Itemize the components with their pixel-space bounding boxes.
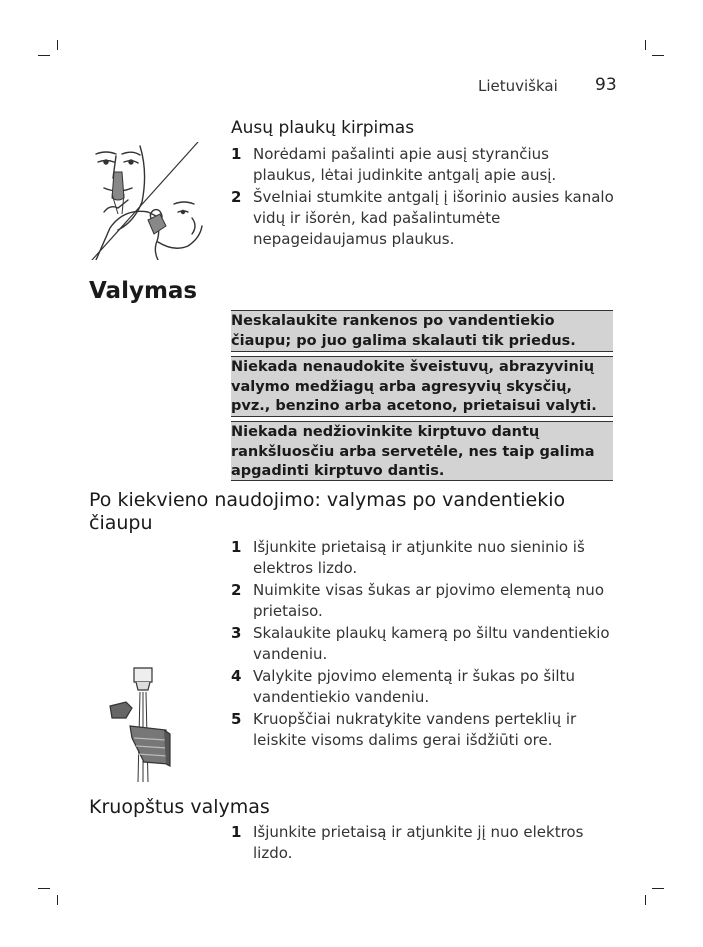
step-number: 3 <box>231 624 242 642</box>
ear-trimming-illustration <box>88 142 206 260</box>
step-number: 1 <box>231 538 242 556</box>
rinsing-tap-illustration <box>104 664 184 782</box>
ear-steps-list <box>231 144 615 251</box>
crop-mark <box>652 55 664 56</box>
crop-mark <box>645 40 646 50</box>
subtitle-ear-hair: Ausų plaukų kirpimas <box>231 118 415 138</box>
step-number: 2 <box>231 581 242 599</box>
step-number: 1 <box>231 823 242 841</box>
step-text: Nuimkite visas šukas ar pjovimo elementą nuo prietaiso. <box>253 581 604 620</box>
section-title-after-use: Po kiekvieno naudojimo: valymas po vandentiekio čiaupu <box>89 489 566 534</box>
warning-box: Niekada nedžiovinkite kirptuvo dantų rankšluosčiu arba servetėle, nes taip galima apgadinti kirptuvo dantis. <box>231 421 613 481</box>
list-item <box>231 580 615 622</box>
step-text: Išjunkite prietaisą ir atjunkite jį nuo elektros lizdo. <box>253 823 584 862</box>
list-item <box>231 666 615 708</box>
list-item <box>231 187 615 250</box>
crop-mark <box>57 895 58 905</box>
thorough-steps-list <box>231 822 615 865</box>
list-item <box>231 623 615 665</box>
after-use-steps-list <box>231 537 615 752</box>
step-text: Skalaukite plaukų kamerą po šiltu vandentiekio vandeniu. <box>253 624 610 663</box>
section-title-thorough: Kruopštus valymas <box>89 796 270 818</box>
crop-mark <box>38 55 50 56</box>
crop-mark <box>57 40 58 50</box>
step-number: 1 <box>231 145 242 163</box>
step-text: Kruopščiai nukratykite vandens perteklių ir leiskite visoms dalims gerai išdžiūti ore. <box>253 710 577 749</box>
list-item <box>231 537 615 579</box>
step-text: Valykite pjovimo elementą ir šukas po šiltu vandentiekio vandeniu. <box>253 667 575 706</box>
step-number: 4 <box>231 667 242 685</box>
list-item <box>231 822 615 864</box>
page-number: 93 <box>595 75 617 95</box>
warning-box: Niekada nenaudokite šveistuvų, abrazyvinių valymo medžiagų arba agresyvių skysčių, pvz., benzino arba acetono, prietaisui valyti. <box>231 356 613 417</box>
step-text: Išjunkite prietaisą ir atjunkite nuo sieninio iš elektros lizdo. <box>253 538 585 577</box>
crop-mark <box>645 895 646 905</box>
list-item <box>231 144 615 186</box>
step-text: Švelniai stumkite antgalį į išorinio ausies kanalo vidų ir išorėn, kad pašalintumėte nepageidaujamus plaukus. <box>253 188 614 248</box>
list-item <box>231 709 615 751</box>
step-number: 5 <box>231 710 242 728</box>
warning-box: Neskalaukite rankenos po vandentiekio čiaupu; po juo galima skalauti tik priedus. <box>231 310 613 352</box>
section-title-cleaning: Valymas <box>89 278 198 304</box>
header-language: Lietuviškai <box>478 77 558 95</box>
crop-mark <box>38 888 50 889</box>
step-text: Norėdami pašalinti apie ausį styrančius plaukus, lėtai judinkite antgalį apie ausį. <box>253 145 557 184</box>
step-number: 2 <box>231 188 242 206</box>
crop-mark <box>652 888 664 889</box>
